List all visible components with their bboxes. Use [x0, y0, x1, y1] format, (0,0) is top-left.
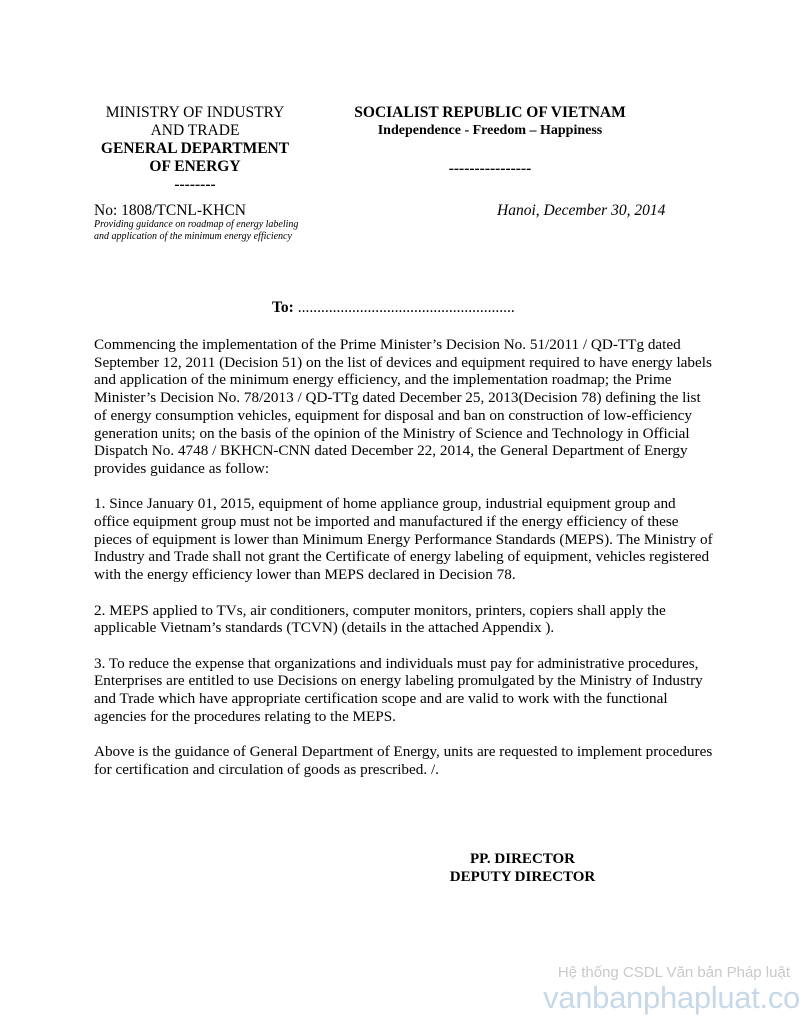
item-1-paragraph: 1. Since January 01, 2015, equipment of home appliance group, industrial equipment group and office equipment group must not be imported and manufactured if the energy efficiency of these pieces of equipment is lower than Minimum Energy Performance Standards (MEPS). The Ministry of Industry and Trade shall not grant the Certificate of energy labeling of equipment, vehicles registered with the energy efficiency lower than MEPS declared in Decision 78. [94, 495, 713, 584]
item-3-paragraph: 3. To reduce the expense that organizations and individuals must pay for administrative procedures, Enterprises are entitled to use Decisions on energy labeling promulgated by the Ministry of Industry and Trade which have appropriate certification scope and are valid to work with the functional agencies for the procedures relating to the MEPS. [94, 654, 703, 725]
document-subject: Providing guidance on roadmap of energy labeling and application of the minimum energy efficiency [94, 219, 299, 242]
document-number: No: 1808/TCNL-KHCN [94, 202, 246, 219]
agency-line-2: AND TRADE [150, 122, 240, 139]
agency-line-1: MINISTRY OF INDUSTRY [105, 104, 285, 121]
place-and-date: Hanoi, December 30, 2014 [497, 202, 666, 219]
document-body [94, 336, 714, 796]
motto-separator: ---------------- [448, 160, 532, 177]
national-title-block [335, 104, 645, 178]
watermark-site: vanbanphapluat.co [543, 980, 800, 1015]
signer-title-2: DEPUTY DIRECTOR [449, 869, 596, 885]
issuing-agency-block [90, 104, 300, 194]
agency-line-3: GENERAL DEPARTMENT [100, 140, 290, 157]
signer-title-1: PP. DIRECTOR [469, 851, 576, 867]
intro-paragraph: Commencing the implementation of the Prime Minister’s Decision No. 51/2011 / QD-TTg dated September 12, 2011 (Decision 51) on the list of devices and equipment required to have energy labels and application of the minimum energy efficiency, and the implementation roadmap; the Prime Minister’s Decision No. 78/2013 / QD-TTg dated December 25, 2013(Decision 78) defining the list of energy consumption vehicles, equipment for disposal and ban on construction of low-efficiency generation units; on the basis of the opinion of the Ministry of Science and Technology in Official Dispatch No. 4748 / BKHCN-CNN dated December 22, 2014, the General Department of Energy provides guidance as follow: [94, 336, 712, 477]
recipient-line [272, 299, 515, 317]
agency-line-4: OF ENERGY [149, 158, 241, 175]
item-2-paragraph: 2. MEPS applied to TVs, air conditioners, computer monitors, printers, copiers shall apply the applicable Vietnam’s standards (TCVN) (details in the attached Appendix ). [94, 601, 666, 637]
watermark-tagline: Hệ thống CSDL Văn bản Pháp luật [557, 964, 790, 981]
country-name: SOCIALIST REPUBLIC OF VIETNAM [354, 104, 626, 121]
national-motto: Independence - Freedom – Happiness [377, 123, 603, 138]
recipient-label: To: [272, 299, 294, 316]
closing-paragraph: Above is the guidance of General Department of Energy, units are requested to implement procedures for certification and circulation of goods as prescribed. /. [94, 743, 713, 778]
agency-separator: -------- [174, 176, 216, 193]
recipient-value: ........................................................ [293, 299, 515, 316]
signature-block [430, 850, 615, 886]
